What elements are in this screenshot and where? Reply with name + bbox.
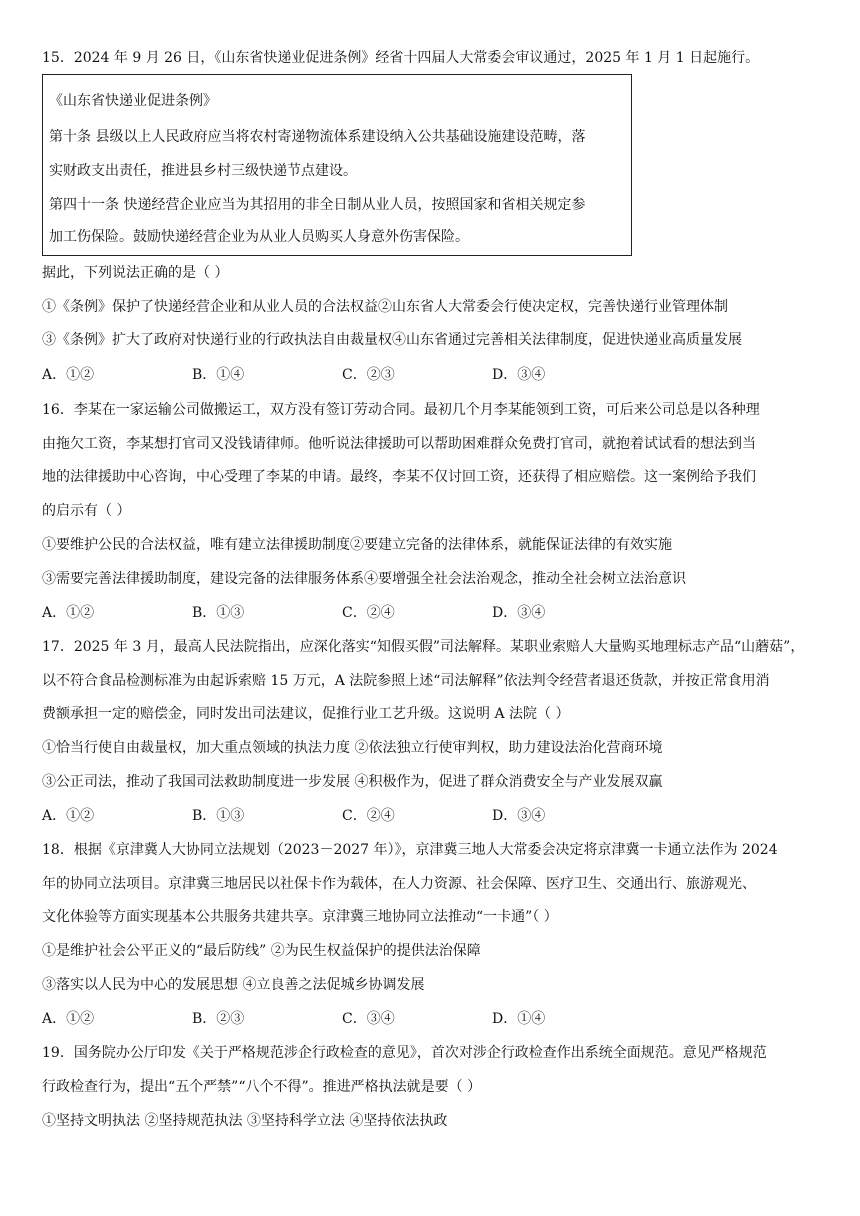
q16-stem: 地的法律援助中心咨询，中心受理了李某的申请。最终，李某不仅讨回工资，还获得了相应赔偿。这一案例给予我们 — [42, 469, 756, 485]
option-a[interactable]: A．①② — [42, 1011, 95, 1027]
option-d[interactable]: D．③④ — [492, 605, 546, 621]
option-a[interactable]: A．①② — [42, 808, 95, 824]
q15-options — [42, 365, 832, 385]
option-d[interactable]: D．③④ — [492, 367, 546, 383]
q16-statement: ①要维护公民的合法权益，唯有建立法律援助制度②要建立完备的法律体系，就能保证法律的有效实施 — [42, 537, 672, 553]
q18-options — [42, 1009, 832, 1029]
q18-statement: ①是维护社会公平正义的“最后防线” ②为民生权益保护的提供法治保障 — [42, 943, 481, 959]
q15-box-title: 《山东省快递业促进条例》 — [49, 93, 217, 109]
option-c[interactable]: C．③④ — [342, 1011, 395, 1027]
q19-stem: 19．国务院办公厅印发《关于严格规范涉企行政检查的意见》，首次对涉企行政检查作出系统全面规范。意见严格规范 — [42, 1045, 767, 1061]
q16-statement: ③需要完善法律援助制度，建设完备的法律服务体系④要增强全社会法治观念，推动全社会树立法治意识 — [42, 571, 686, 587]
option-b[interactable]: B．②③ — [192, 1011, 245, 1027]
q15-box-line: 实财政支出责任，推进县乡村三级快递节点建设。 — [49, 163, 357, 179]
q18-stem: 文化体验等方面实现基本公共服务共建共享。京津冀三地协同立法推动“一卡通”（ ） — [42, 909, 558, 925]
option-a[interactable]: A．①② — [42, 605, 95, 621]
option-d[interactable]: D．①④ — [492, 1011, 546, 1027]
q17-statement: ①恰当行使自由裁量权，加大重点领域的执法力度 ②依法独立行使审判权，助力建设法治化营商环境 — [42, 740, 663, 756]
option-b[interactable]: B．①③ — [192, 808, 245, 824]
q15-stem: 15．2024 年 9 月 26 日，《山东省快递业促进条例》经省十四届人大常委会审议通过，2025 年 1 月 1 日起施行。 — [42, 50, 760, 66]
q19-statement: ①坚持文明执法 ②坚持规范执法 ③坚持科学立法 ④坚持依法执政 — [42, 1113, 448, 1129]
q15-statement: ①《条例》保护了快递经营企业和从业人员的合法权益②山东省人大常委会行使决定权，完善快递行业管理体制 — [42, 299, 728, 315]
q17-stem: 17．2025 年 3 月，最高人民法院指出，应深化落实“知假买假”司法解释。某职业索赔人大量购买地理标志产品“山蘑菇”， — [42, 639, 805, 655]
q15-box-line: 第四十一条 快递经营企业应当为其招用的非全日制从业人员，按照国家和省相关规定参 — [49, 197, 586, 213]
q18-statement: ③落实以人民为中心的发展思想 ④立良善之法促城乡协调发展 — [42, 977, 425, 993]
q17-stem: 费额承担一定的赔偿金，同时发出司法建议，促推行业工艺升级。这说明 A 法院（ ） — [42, 706, 570, 722]
option-c[interactable]: C．②③ — [342, 367, 395, 383]
q16-options — [42, 603, 832, 623]
q15-statement: ③《条例》扩大了政府对快递行业的行政执法自由裁量权④山东省通过完善相关法律制度，促进快递业高质量发展 — [42, 332, 742, 348]
q16-stem: 16．李某在一家运输公司做搬运工，双方没有签订劳动合同。最初几个月李某能领到工资，可后来公司总是以各种理 — [42, 402, 760, 418]
option-b[interactable]: B．①③ — [192, 605, 245, 621]
q15-box-line: 第十条 县级以上人民政府应当将农村寄递物流体系建设纳入公共基础设施建设范畴，落 — [49, 129, 586, 145]
option-c[interactable]: C．②④ — [342, 808, 395, 824]
option-d[interactable]: D．③④ — [492, 808, 546, 824]
q15-box-line: 加工伤保险。鼓励快递经营企业为从业人员购买人身意外伤害保险。 — [49, 229, 469, 245]
q15-question: 据此，下列说法正确的是（ ） — [42, 265, 229, 281]
q16-stem: 的启示有（ ） — [42, 503, 131, 519]
option-b[interactable]: B．①④ — [192, 367, 245, 383]
q17-statement: ③公正司法，推动了我国司法救助制度进一步发展 ④积极作为，促进了群众消费安全与产业发展双赢 — [42, 774, 663, 790]
q16-stem: 由拖欠工资，李某想打官司又没钱请律师。他听说法律援助可以帮助困难群众免费打官司，就抱着试试看的想法到当 — [42, 436, 756, 452]
option-c[interactable]: C．②④ — [342, 605, 395, 621]
q17-stem: 以不符合食品检测标准为由起诉索赔 15 万元，A 法院参照上述“司法解释”依法判令经营者退还货款，并按正常食用消 — [42, 673, 770, 689]
q17-options — [42, 806, 832, 826]
option-a[interactable]: A．①② — [42, 367, 95, 383]
q18-stem: 18．根据《京津冀人大协同立法规划（2023－2027 年）》，京津冀三地人大常委会决定将京津冀一卡通立法作为 2024 — [42, 842, 778, 858]
q18-stem: 年的协同立法项目。京津冀三地居民以社保卡作为载体，在人力资源、社会保障、医疗卫生、交通出行、旅游观光、 — [42, 876, 756, 892]
q15-regulation-box — [42, 74, 632, 256]
q19-stem: 行政检查行为，提出“五个严禁”“八个不得”。推进严格执法就是要（ ） — [42, 1079, 482, 1095]
